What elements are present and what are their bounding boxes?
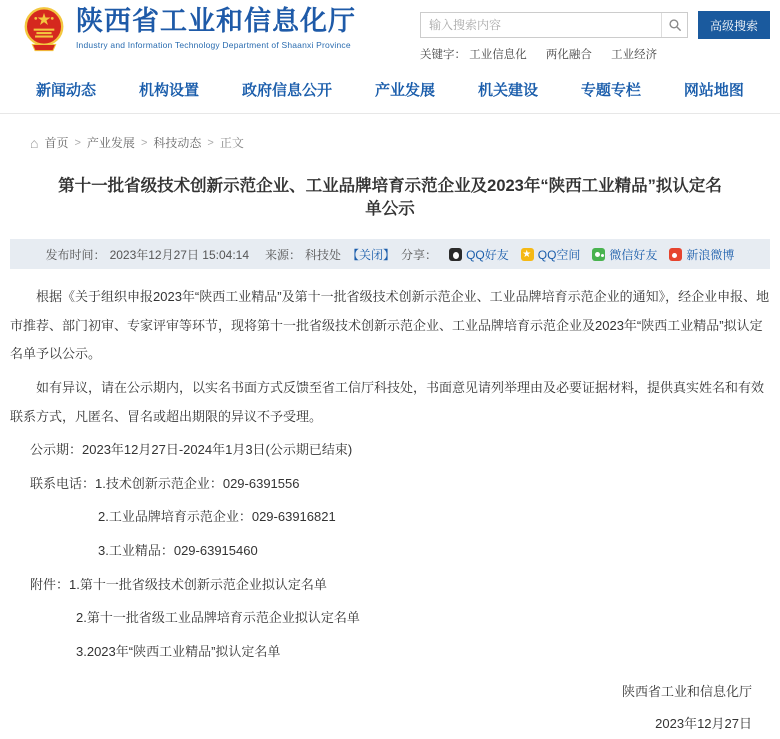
attachment-line-2: 2.第十一批省级工业品牌培育示范企业拟认定名单 <box>76 610 360 626</box>
breadcrumb-separator: > <box>140 136 148 149</box>
paragraph: 如有异议，请在公示期内，以实名书面方式反馈至省工信厅科技处，书面意见请列举理由及必要证据材料，提供真实姓名和有效联系方式，凡匿名、冒名或超出期限的异议不予受理。 <box>10 379 765 424</box>
search-input[interactable] <box>421 13 661 37</box>
article-meta-bar <box>10 239 770 269</box>
nav-item-organization[interactable]: 机构设置 <box>138 82 199 99</box>
breadcrumb-tech-news[interactable]: 科技动态 <box>153 136 202 150</box>
breadcrumb-home[interactable]: 首页 <box>44 136 69 150</box>
wechat-icon <box>592 248 605 261</box>
contact-phone-line: 联系电话：1.技术创新示范企业：029-6391556 <box>30 475 300 491</box>
article-body <box>10 283 770 666</box>
keyword-link[interactable]: 两化融合 <box>545 49 592 61</box>
share-weibo-label: 新浪微博 <box>686 247 735 262</box>
share-qq[interactable] <box>449 246 509 263</box>
weibo-icon <box>669 248 682 261</box>
share-qzone[interactable] <box>521 246 581 263</box>
main-nav <box>0 64 780 114</box>
publish-time: 2023年12月27日 15:04:14 <box>109 247 249 262</box>
share-qzone-label: QQ空间 <box>537 247 581 262</box>
keyword-link[interactable]: 工业信息化 <box>469 49 527 61</box>
article-title: 第十一批省级技术创新示范企业、工业品牌培育示范企业及2023年“陕西工业精品”拟认定名单公示 <box>58 177 722 219</box>
search-box <box>420 12 688 38</box>
signature-block <box>10 676 752 738</box>
source-label: 来源： <box>265 247 302 262</box>
share-label: 分享： <box>401 247 438 262</box>
site-logo[interactable] <box>22 5 356 55</box>
nav-item-industry[interactable]: 产业发展 <box>374 82 435 99</box>
breadcrumb-industry[interactable]: 产业发展 <box>86 136 135 150</box>
nav-item-sitemap[interactable]: 网站地图 <box>683 82 744 99</box>
advanced-search-button[interactable]: 高级搜索 <box>698 11 770 39</box>
attachment-line-3: 3.2023年“陕西工业精品”拟认定名单 <box>76 643 281 659</box>
publicity-period-line: 公示期：2023年12月27日-2024年1月3日(公示期已结束) <box>30 442 353 458</box>
article-page <box>0 134 780 739</box>
attachment-line-1: 附件：1.第十一批省级技术创新示范企业拟认定名单 <box>30 576 327 592</box>
nav-item-news[interactable]: 新闻动态 <box>36 82 97 99</box>
site-identity <box>76 5 356 50</box>
nav-item-special[interactable]: 专题专栏 <box>580 82 641 99</box>
breadcrumb-current: 正文 <box>219 136 244 150</box>
hot-keywords <box>420 46 772 62</box>
share-weibo[interactable] <box>669 246 734 263</box>
search-icon[interactable] <box>661 13 687 37</box>
qzone-icon <box>521 248 534 261</box>
paragraph: 根据《关于组织申报2023年“陕西工业精品”及第十一批省级技术创新示范企业、工业品牌培育示范企业的通知》，经企业申报、地市推荐、部门初审、专家评审等环节，现将第十一批省级技术创新示范企业、工业品牌培育示范企业及2023年“陕西工业精品”拟认定名单予以公示。 <box>10 289 770 362</box>
contact-phone-line-3: 3.工业精品：029-63915460 <box>98 542 258 558</box>
site-header <box>0 0 780 64</box>
site-title: 陕西省工业和信息化厅 <box>76 6 356 36</box>
home-icon: ⌂ <box>30 134 39 151</box>
share-wechat[interactable] <box>592 246 657 263</box>
keyword-link[interactable]: 工业经济 <box>611 49 658 61</box>
nav-item-gov-info[interactable]: 政府信息公开 <box>241 82 332 99</box>
share-qq-label: QQ好友 <box>466 247 509 262</box>
search-area <box>420 11 772 62</box>
national-emblem-icon <box>22 5 66 55</box>
keywords-label: 关键字： <box>420 49 466 61</box>
close-button[interactable]: 【关闭】 <box>347 247 396 262</box>
contact-phone-line-2: 2.工业品牌培育示范企业：029-63916821 <box>98 509 336 525</box>
share-wechat-label: 微信好友 <box>609 247 658 262</box>
breadcrumb-separator: > <box>74 136 81 149</box>
breadcrumb-separator: > <box>207 136 214 149</box>
publish-time-label: 发布时间： <box>45 247 106 262</box>
signature-department: 陕西省工业和信息化厅 <box>621 684 752 700</box>
site-subtitle: Industry and Information Technology Department of Shaanxi Province <box>76 39 351 50</box>
breadcrumb <box>30 134 770 151</box>
signature-date: 2023年12月27日 <box>655 715 752 731</box>
qq-icon <box>449 248 462 261</box>
nav-item-agency[interactable]: 机关建设 <box>477 82 538 99</box>
source-value: 科技处 <box>305 247 342 262</box>
